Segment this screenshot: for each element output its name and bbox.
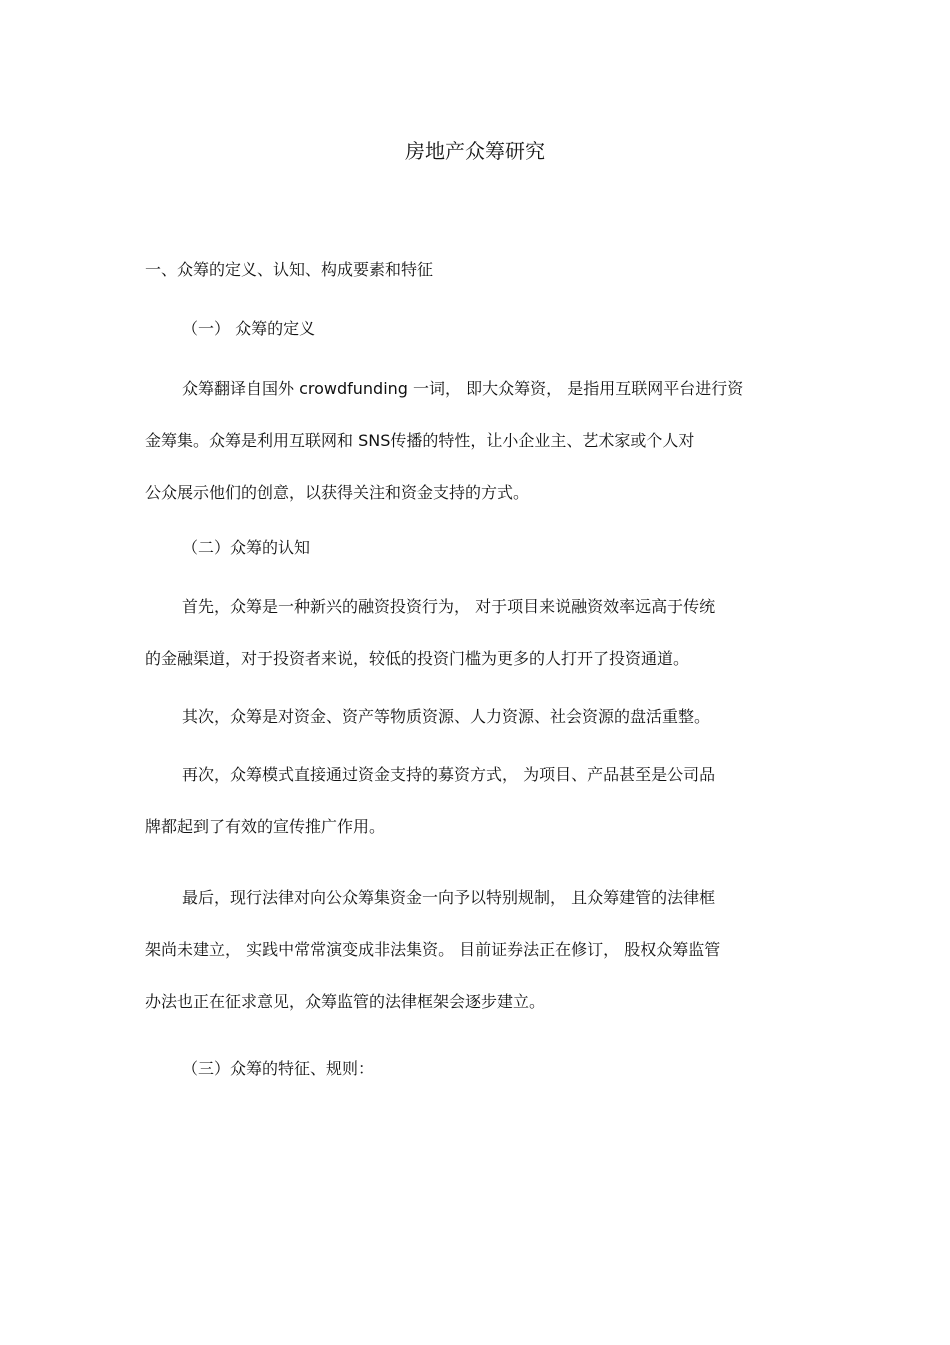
paragraph-line: 的金融渠道，对于投资者来说，较低的投资门槛为更多的人打开了投资通道。 bbox=[145, 649, 690, 668]
section-heading-1 bbox=[145, 254, 805, 286]
paragraph-line: 架尚未建立， 实践中常常演变成非法集资。 目前证券法正在修订， 股权众筹监管 bbox=[145, 940, 721, 959]
paragraph-line: 再次，众筹模式直接通过资金支持的募资方式， 为项目、产品甚至是公司品 bbox=[182, 765, 716, 784]
section-heading-text: 一、众筹的定义、认知、构成要素和特征 bbox=[145, 260, 434, 279]
paragraph-line: 众筹翻译自国外 crowdfunding 一词， 即大众筹资， 是指用互联网平台进行资 bbox=[182, 379, 744, 398]
subsection-heading-text: （一） 众筹的定义 bbox=[182, 319, 316, 338]
subsection-heading-1 bbox=[145, 313, 805, 345]
subsection-heading-text: （二）众筹的认知 bbox=[182, 538, 311, 557]
paragraph-line: 牌都起到了有效的宣传推广作用。 bbox=[145, 817, 386, 836]
paragraph-first bbox=[145, 591, 805, 695]
paragraph-line: 金筹集。众筹是利用互联网和 SNS传播的特性，让小企业主、艺术家或个人对 bbox=[145, 431, 695, 450]
subsection-heading-3 bbox=[145, 1053, 805, 1085]
paragraph-line: 最后，现行法律对向公众筹集资金一向予以特别规制， 且众筹建管的法律框 bbox=[182, 888, 716, 907]
paragraph-fourth bbox=[145, 882, 805, 1038]
paragraph-line: 办法也正在征求意见，众筹监管的法律框架会逐步建立。 bbox=[145, 992, 546, 1011]
document-title: 房地产众筹研究 bbox=[405, 139, 545, 163]
subsection-heading-2 bbox=[145, 532, 805, 564]
paragraph-third bbox=[145, 759, 805, 863]
paragraph-line: 公众展示他们的创意，以获得关注和资金支持的方式。 bbox=[145, 483, 530, 502]
paragraph-definition bbox=[145, 373, 805, 529]
paragraph-second bbox=[145, 701, 805, 733]
subsection-heading-text: （三）众筹的特征、规则： bbox=[182, 1059, 375, 1078]
paragraph-line: 首先，众筹是一种新兴的融资投资行为， 对于项目来说融资效率远高于传统 bbox=[182, 597, 716, 616]
paragraph-line: 其次，众筹是对资金、资产等物质资源、人力资源、社会资源的盘活重整。 bbox=[182, 707, 711, 726]
